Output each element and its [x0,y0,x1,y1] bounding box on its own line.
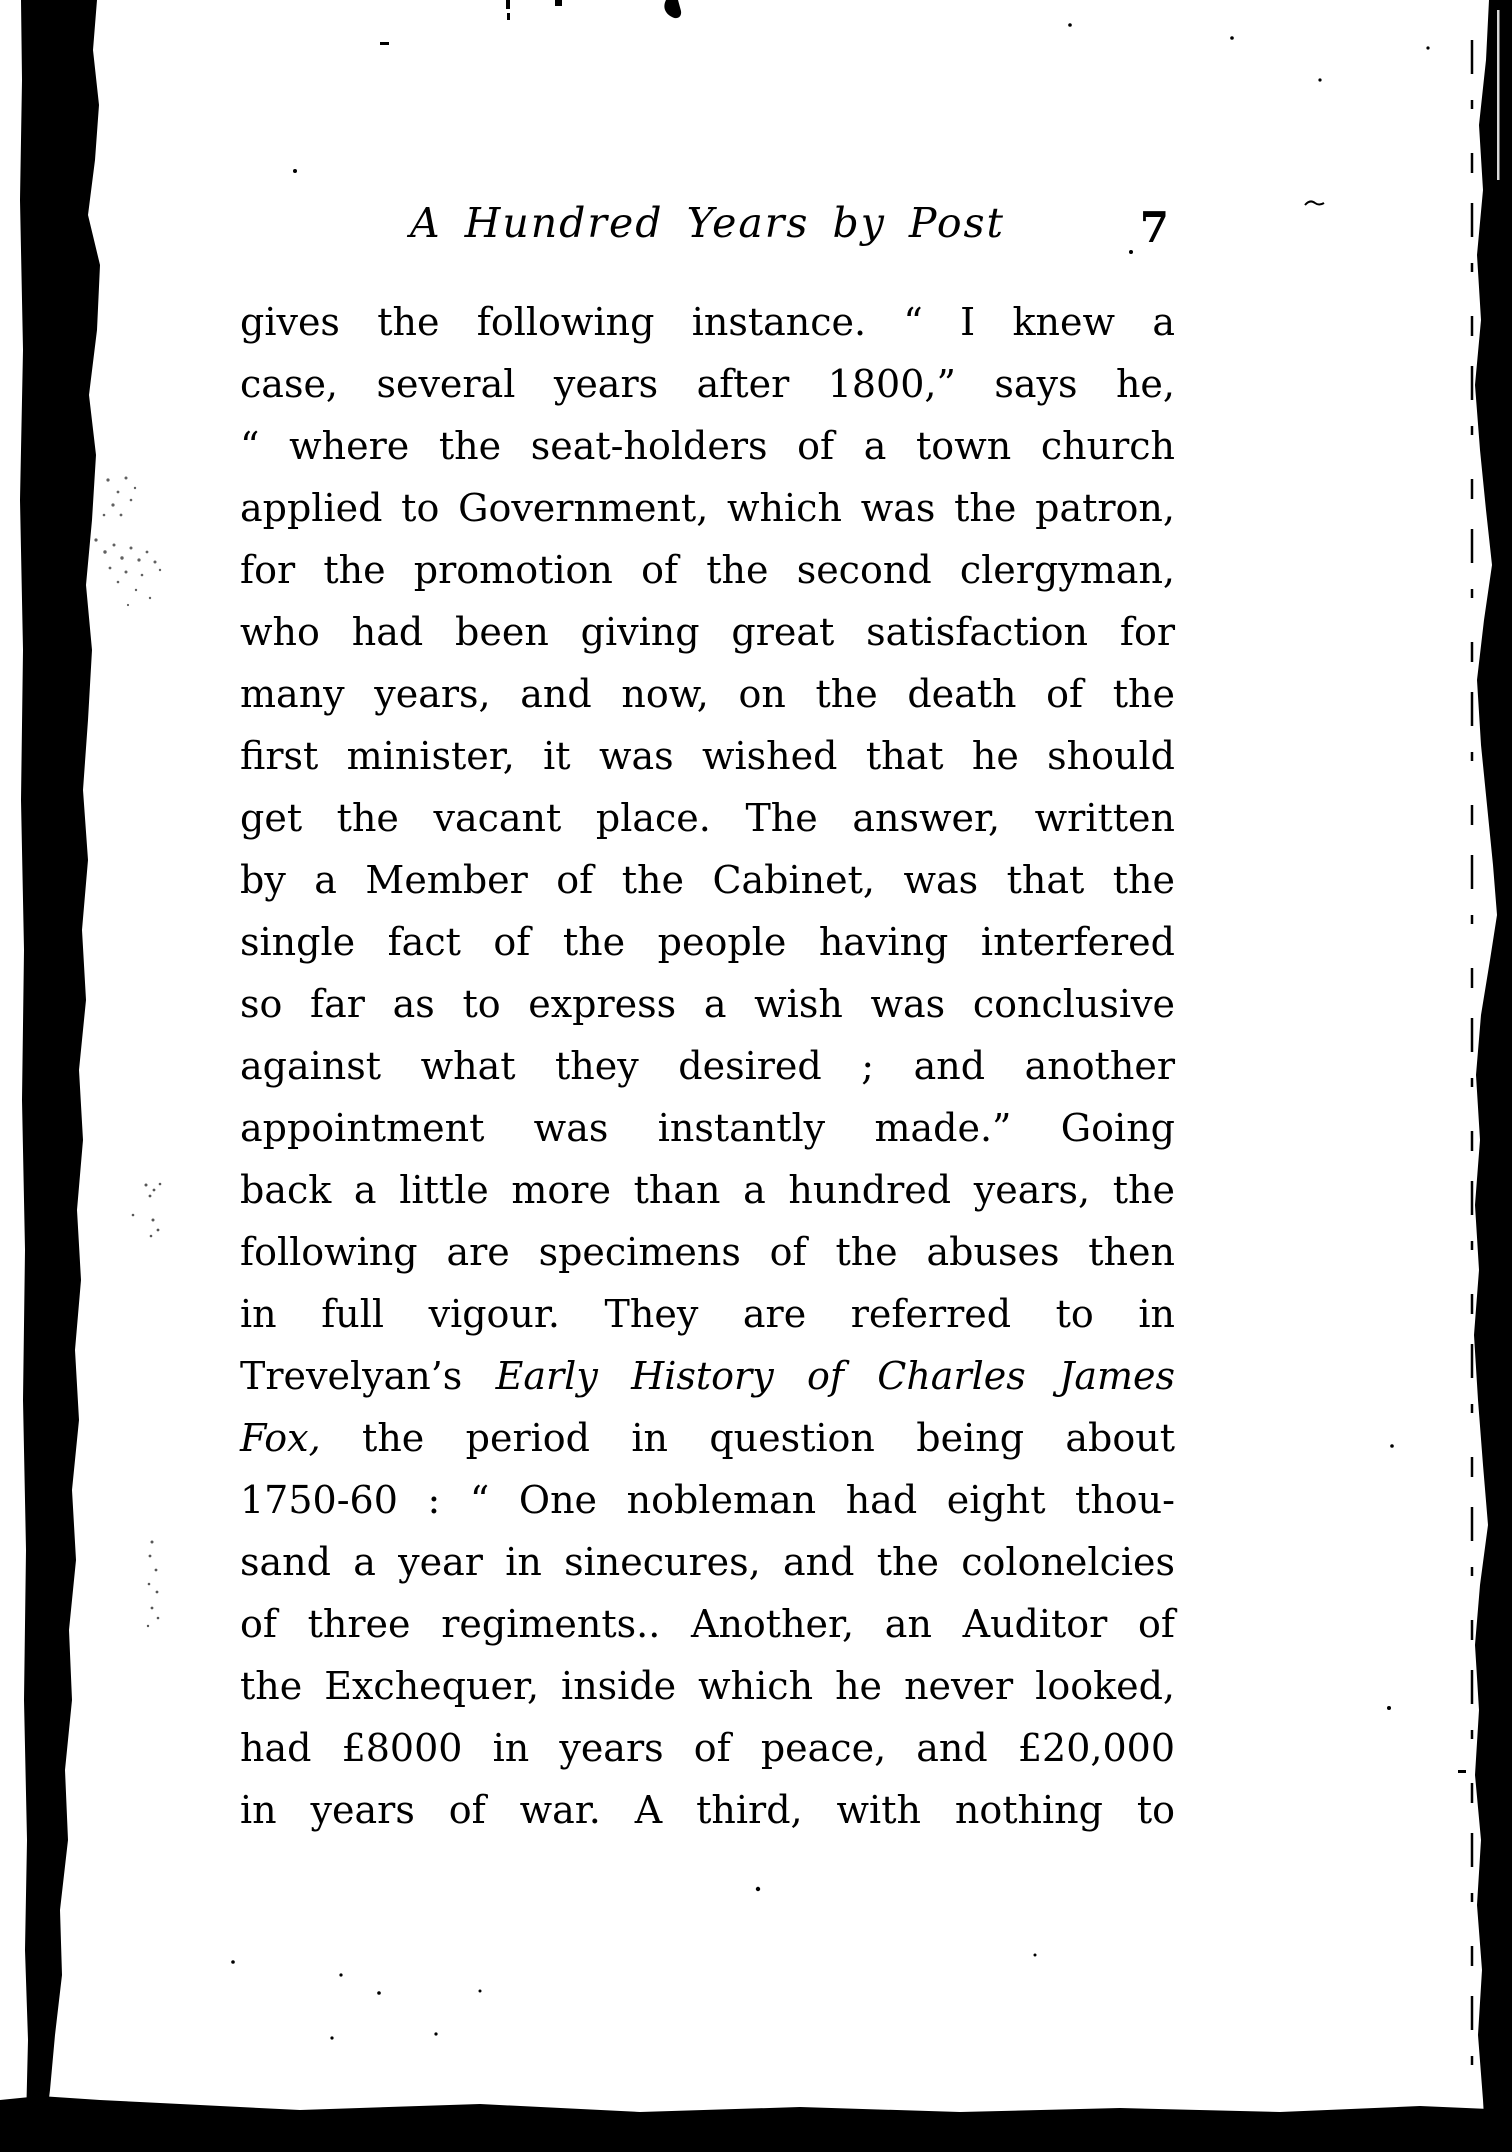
text-line [240,849,1175,911]
text-line [240,477,1175,539]
text-line [240,1531,1175,1593]
right-edge-white-streak [1497,10,1500,180]
text-line [240,1469,1175,1531]
pencil-smudge [94,477,161,607]
body-text [240,291,1175,1841]
text-line [240,1717,1175,1779]
text-line [240,663,1175,725]
text-line [240,1655,1175,1717]
left-gutter-shadow [20,0,100,2122]
text-segment: 1750-60 : “ One nobleman had eight thou- [240,1478,1175,1522]
italic-segment: Fox, [240,1416,321,1460]
text-segment: get the vacant place. The answer, written [240,796,1175,840]
text-segment: against what they desired ; and another [240,1044,1175,1088]
text-line [240,1407,1175,1469]
text-line [240,1593,1175,1655]
text-segment: single fact of the people having interfered [240,920,1175,964]
bottom-edge-shadow [0,2096,1512,2152]
text-line [240,415,1175,477]
text-segment: appointment was instantly made.” Going [240,1106,1175,1150]
text-segment: first minister, it was wished that he should [240,734,1175,778]
text-line [240,291,1175,353]
text-segment: case, several years after 1800,” says he, [240,362,1175,406]
italic-segment: Early History of Charles James [495,1354,1175,1398]
text-line [240,1221,1175,1283]
text-line [240,601,1175,663]
text-segment: who had been giving great satisfaction for [240,610,1175,654]
text-segment: sand a year in sinecures, and the colonelcies [240,1540,1175,1584]
top-edge-marks [380,0,681,45]
text-line [240,787,1175,849]
text-segment: so far as to express a wish was conclusive [240,982,1175,1026]
text-line [240,1097,1175,1159]
text-line [240,725,1175,787]
text-line [240,973,1175,1035]
right-edge-shadow [1474,0,1512,2152]
text-segment: gives the following instance. “ I knew a [240,300,1175,344]
text-line [240,911,1175,973]
text-segment: by a Member of the Cabinet, was that the [240,858,1175,902]
text-line [240,1779,1175,1841]
text-segment: the Exchequer, inside which he never looked, [240,1664,1175,1708]
page-number: 7 [1139,203,1169,252]
running-title: A Hundred Years by Post [409,199,1006,247]
text-line [240,539,1175,601]
text-line [240,1283,1175,1345]
text-segment: in years of war. A third, with nothing to [240,1788,1175,1832]
text-segment: had £8000 in years of peace, and £20,000 [240,1726,1175,1770]
text-line [240,353,1175,415]
text-segment: back a little more than a hundred years, the [240,1168,1175,1212]
text-segment: “ where the seat-holders of a town church [240,424,1175,468]
text-segment: following are specimens of the abuses then [240,1230,1175,1274]
text-segment: applied to Government, which was the patron, [240,486,1175,530]
text-segment: of three regiments.. Another, an Auditor of [240,1602,1175,1646]
text-segment: for the promotion of the second clergyman, [240,548,1175,592]
text-line [240,1035,1175,1097]
text-segment: Trevelyan’s [240,1354,496,1398]
text-line [240,1345,1175,1407]
text-segment: many years, and now, on the death of the [240,672,1175,716]
text-segment: the period in question being about [320,1416,1175,1460]
page-header [240,196,1175,256]
text-segment: in full vigour. They are referred to in [240,1292,1175,1336]
margin-pencil-marks [132,1183,162,1628]
text-line [240,1159,1175,1221]
